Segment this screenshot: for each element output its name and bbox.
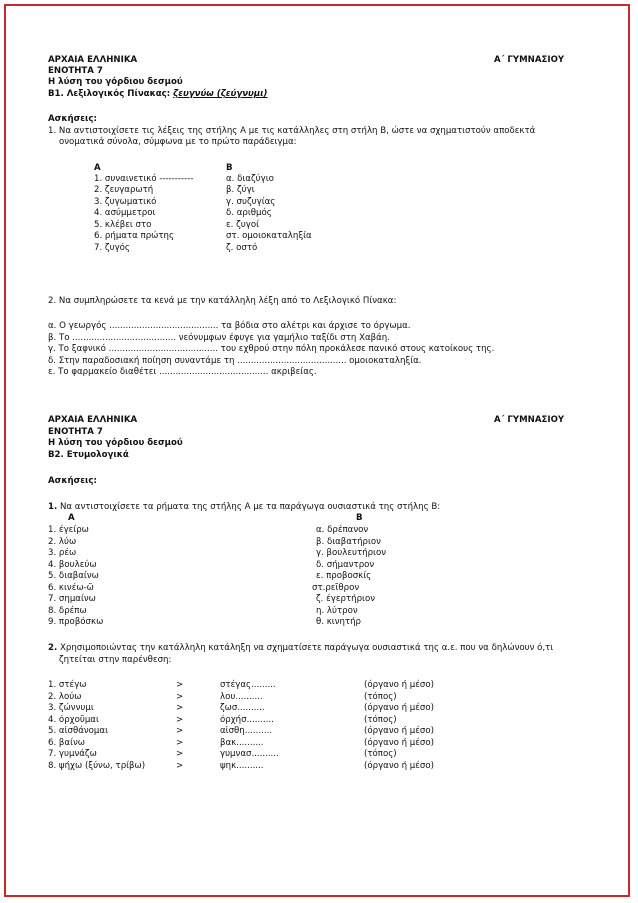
list-item: δ. σήμαντρον (316, 560, 375, 570)
fill-line: γ. Το ξαφνικό ........................................ του εχθρού στην πόλη προκάλεσε πανικό στους κατοίκους της. (48, 344, 495, 354)
table-row-meaning: (τόπος) (364, 749, 397, 759)
list-item: 8. δρέπω (48, 606, 87, 616)
fill-line: δ. Στην παραδοσιακή ποίηση συναντάμε τη ........................................ ομοιοκαταληξία. (48, 356, 422, 366)
table-row-verb: 5. αἰσθάνομαι (48, 726, 108, 736)
column-b-header: Β (226, 163, 233, 173)
part-prefix: Β1. Λεξιλογικός Πίνακας: (48, 89, 174, 99)
table-row-meaning: (όργανο ή μέσο) (364, 726, 434, 736)
subject-title: ΑΡΧΑΙΑ ΕΛΛΗΝΙΚΑ (48, 55, 138, 65)
table-row-stem: όρχήσ.......... (220, 715, 274, 725)
list-item: γ. βουλευτήριον (316, 548, 387, 558)
unit-title: ΕΝΟΤΗΤΑ 7 (48, 66, 103, 76)
table-row-arrow: > (176, 761, 184, 771)
list-item: ζ. οστό (226, 243, 258, 253)
fill-line: ε. Το φαρμακείο διαθέτει ........................................ ακριβείας. (48, 367, 317, 377)
list-item: θ. κινητήρ (316, 617, 362, 627)
list-item: ε. προβοσκίς (316, 571, 372, 581)
list-item: 4. ασύμμετροι (94, 208, 156, 218)
list-item: 7. ζυγός (94, 243, 130, 253)
table-row-arrow: > (176, 692, 184, 702)
exercise-1-text (48, 502, 440, 513)
exercise-instruction: Να αντιστοιχίσετε τα ρήματα της στήλης Α με τα παράγωγα ουσιαστικά της στήλης Β: (57, 502, 441, 512)
exercises-label: Ασκήσεις: (48, 114, 97, 124)
table-row-meaning: (όργανο ή μέσο) (364, 761, 434, 771)
table-row-verb: 2. λούω (48, 692, 82, 702)
lesson-title: Η λύση του γόρδιου δεσμού (48, 77, 183, 87)
exercise-number: 1. (48, 502, 58, 512)
list-item: 2. λύω (48, 537, 77, 547)
unit-title: ΕΝΟΤΗΤΑ 7 (48, 427, 103, 437)
table-row-verb: 1. στέγω (48, 680, 87, 690)
exercise-2-text-cont: ζητείται στην παρένθεση: (59, 655, 172, 665)
exercise-1-text: 1. Να αντιστοιχίσετε τις λέξεις της στήλης Α με τις κατάλληλες στη στήλη Β, ώστε να σχηματιστούν αποδεκτά (48, 126, 536, 136)
column-a-header: Α (94, 163, 101, 173)
table-row-verb: 3. ζώννυμι (48, 703, 94, 713)
table-row-arrow: > (176, 738, 184, 748)
table-row-arrow: > (176, 726, 184, 736)
list-item: η. λύτρον (316, 606, 358, 616)
subject-title: ΑΡΧΑΙΑ ΕΛΛΗΝΙΚΑ (48, 415, 138, 425)
lesson-title: Η λύση του γόρδιου δεσμού (48, 438, 183, 448)
column-b-header: Β (356, 513, 363, 523)
exercises-label: Ασκήσεις: (48, 476, 97, 486)
list-item: 6. κινέω-ῶ (48, 583, 94, 593)
list-item: β. διαβατήριον (316, 537, 381, 547)
part-word: ζευγνύω (ζεύγνυμι) (173, 89, 268, 99)
list-item: 1. συναινετικό ----------- (94, 174, 194, 184)
table-row-stem: βακ.......... (220, 738, 264, 748)
exercise-2-text (48, 643, 553, 654)
fill-line: α. Ο γεωργός ........................................ τα βόδια στο αλέτρι και άρχισε το όργωμα. (48, 321, 411, 331)
table-row-meaning: (τόπος) (364, 715, 397, 725)
list-item: στ.ρεῖθρον (312, 583, 360, 593)
table-row-arrow: > (176, 703, 184, 713)
table-row-verb: 8. ψήχω (ξύνω, τρίβω) (48, 761, 146, 771)
table-row-meaning: (τόπος) (364, 692, 397, 702)
list-item: 1. έγείρω (48, 525, 89, 535)
part-title: Β2. Ετυμολογικά (48, 450, 129, 460)
list-item: 3. ρέω (48, 548, 77, 558)
list-item: 2. ζευγαρωτή (94, 185, 154, 195)
list-item: ε. ζυγοί (226, 220, 260, 230)
table-row-meaning: (όργανο ή μέσο) (364, 703, 434, 713)
list-item: ζ. έγερτήριον (316, 594, 376, 604)
table-row-stem: λου.......... (220, 692, 263, 702)
table-row-meaning: (όργανο ή μέσο) (364, 680, 434, 690)
part-title (48, 89, 267, 100)
grade-label: Α΄ ΓΥΜΝΑΣΙΟΥ (494, 55, 565, 65)
fill-line: β. Το ...................................... νεόνυμφων έφυγε για γαμήλιο ταξίδι στη Χαβάη. (48, 333, 390, 343)
exercise-number: 2. (48, 643, 58, 653)
table-row-verb: 7. γυμνάζω (48, 749, 97, 759)
list-item: 7. σημαίνω (48, 594, 96, 604)
list-item: 6. ρήματα πρώτης (94, 231, 175, 241)
list-item: 9. προβόσκω (48, 617, 104, 627)
list-item: δ. αριθμός (226, 208, 272, 218)
exercise-instruction: Χρησιμοποιώντας την κατάλληλη κατάληξη να σχηματίσετε παράγωγα ουσιαστικά της α.ε. που να δηλώνουν ό,τι (57, 643, 554, 653)
table-row-verb: 4. όρχοῦμαι (48, 715, 99, 725)
table-row-stem: ψηκ.......... (220, 761, 264, 771)
table-row-stem: στέγας......... (220, 680, 276, 690)
list-item: στ. ομοιοκαταληξία (226, 231, 312, 241)
list-item: 5. διαβαίνω (48, 571, 99, 581)
list-item: β. ζύγι (226, 185, 255, 195)
table-row-stem: γυμνασ.......... (220, 749, 279, 759)
list-item: 3. ζυγωματικό (94, 197, 157, 207)
table-row-verb: 6. βαίνω (48, 738, 85, 748)
list-item: 5. κλέβει στο (94, 220, 152, 230)
list-item: α. διαζύγιο (226, 174, 274, 184)
table-row-meaning: (όργανο ή μέσο) (364, 738, 434, 748)
table-row-stem: ζωσ.......... (220, 703, 265, 713)
list-item: γ. συζυγίας (226, 197, 276, 207)
exercise-1-text-cont: ονοματικά σύνολα, σύμφωνα με το πρώτο παράδειγμα: (59, 137, 297, 147)
table-row-stem: αἰσθη.......... (220, 726, 273, 736)
column-a-header: Α (68, 513, 75, 523)
exercise-2-text: 2. Να συμπληρώσετε τα κενά με την κατάλληλη λέξη από το Λεξιλογικό Πίνακα: (48, 296, 397, 306)
table-row-arrow: > (176, 715, 184, 725)
list-item: 4. βουλεύω (48, 560, 97, 570)
grade-label: Α΄ ΓΥΜΝΑΣΙΟΥ (494, 415, 565, 425)
table-row-arrow: > (176, 680, 184, 690)
list-item: α. δρέπανον (316, 525, 369, 535)
table-row-arrow: > (176, 749, 184, 759)
